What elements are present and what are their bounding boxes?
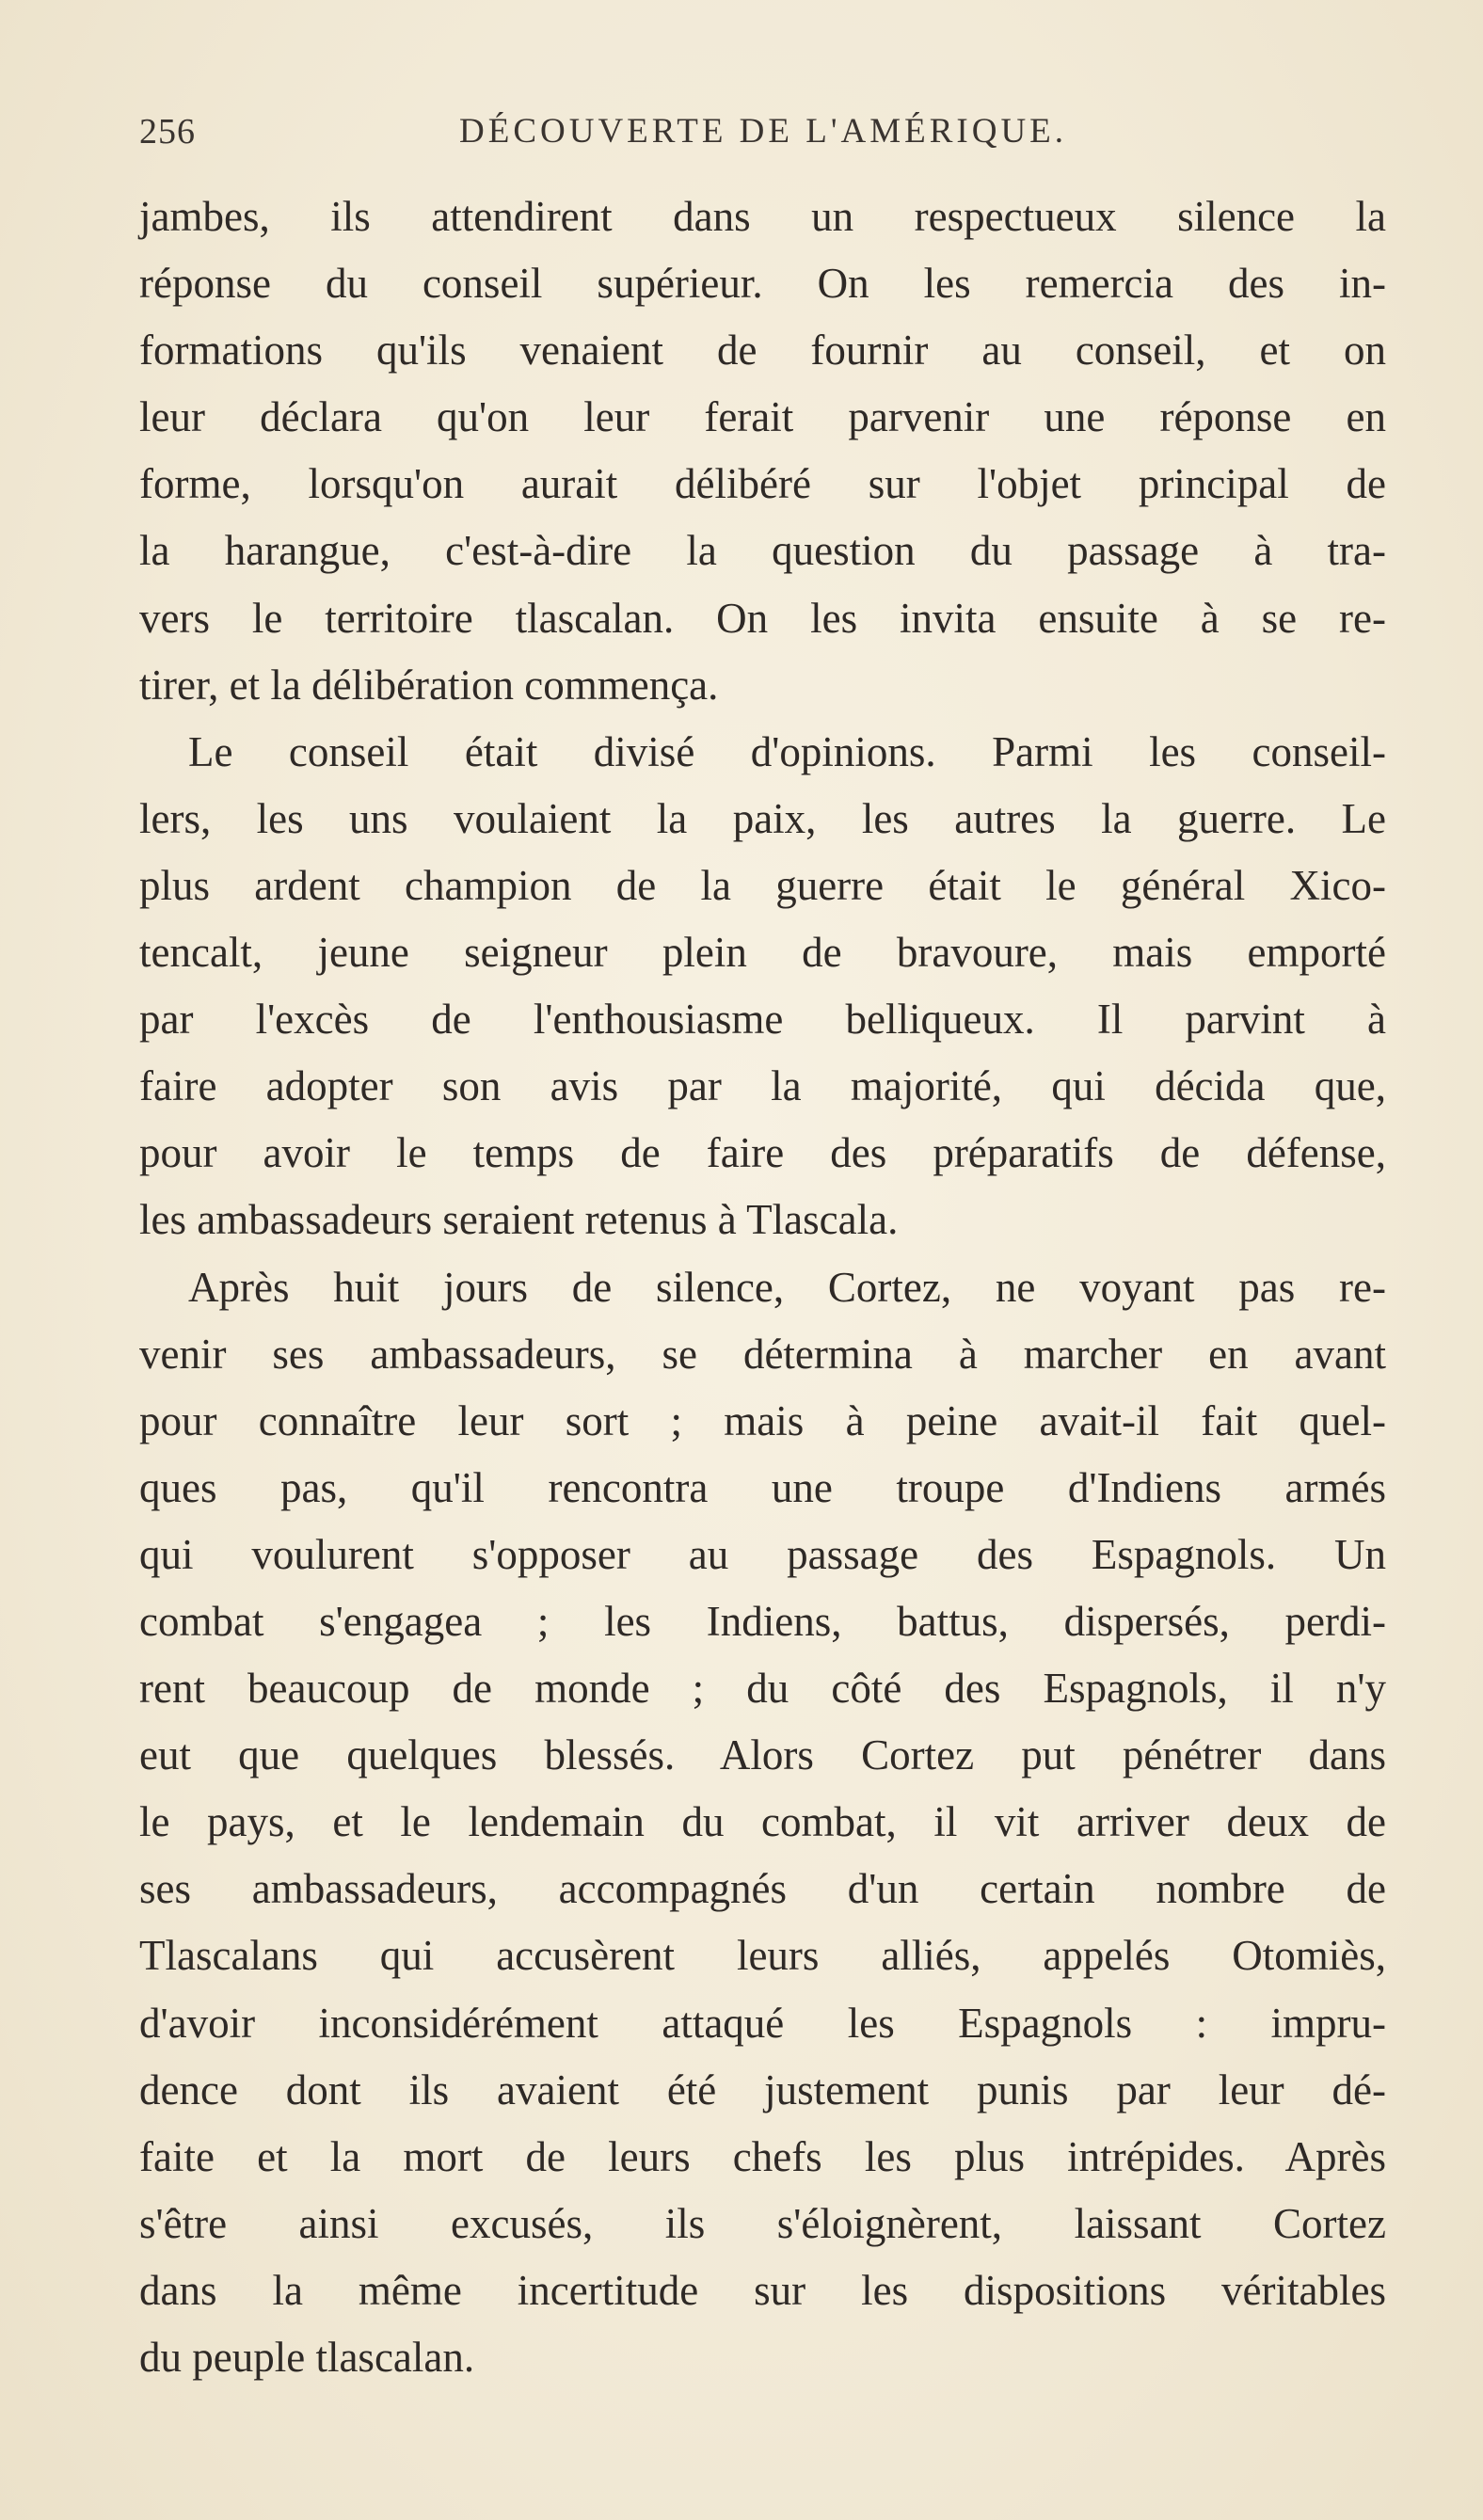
text-line: venir ses ambassadeurs, se détermina à marcher en avant bbox=[139, 1330, 1386, 1378]
running-title: DÉCOUVERTE DE L'AMÉRIQUE. bbox=[459, 112, 1068, 151]
text-line: du peuple tlascalan. bbox=[139, 2334, 475, 2381]
paragraph bbox=[139, 183, 1386, 719]
body-text bbox=[139, 183, 1386, 2391]
text-line: leur déclara qu'on leur ferait parvenir une réponse en bbox=[139, 393, 1386, 441]
text-line: rent beaucoup de monde ; du côté des Espagnols, il n'y bbox=[139, 1665, 1386, 1713]
text-line: vers le territoire tlascalan. On les invita ensuite à se re- bbox=[139, 594, 1386, 642]
text-line: qui voulurent s'opposer au passage des Espagnols. Un bbox=[139, 1530, 1386, 1578]
text-line: faire adopter son avis par la majorité, qui décida que, bbox=[139, 1062, 1386, 1110]
text-line: jambes, ils attendirent dans un respectueux silence la bbox=[139, 193, 1386, 240]
text-line: réponse du conseil supérieur. On les remercia des in- bbox=[139, 260, 1386, 308]
text-line: eut que quelques blessés. Alors Cortez put pénétrer dans bbox=[139, 1731, 1386, 1779]
text-line: faite et la mort de leurs chefs les plus intrépides. Après bbox=[139, 2132, 1386, 2180]
text-line: d'avoir inconsidérément attaqué les Espagnols : impru- bbox=[139, 1999, 1386, 2047]
text-line: s'être ainsi excusés, ils s'éloignèrent, laissant Cortez bbox=[139, 2199, 1386, 2247]
text-line: dence dont ils avaient été justement punis par leur dé- bbox=[139, 2065, 1386, 2113]
text-line: lers, les uns voulaient la paix, les autres la guerre. Le bbox=[139, 794, 1386, 842]
text-line: Tlascalans qui accusèrent leurs alliés, appelés Otomiès, bbox=[139, 1932, 1386, 1980]
text-line: tencalt, jeune seigneur plein de bravoure, mais emporté bbox=[139, 929, 1386, 977]
text-line: ses ambassadeurs, accompagnés d'un certain nombre de bbox=[139, 1865, 1386, 1913]
text-line: ques pas, qu'il rencontra une troupe d'Indiens armés bbox=[139, 1463, 1386, 1511]
text-line: tirer, et la délibération commença. bbox=[139, 661, 719, 709]
paragraph bbox=[139, 1254, 1386, 2392]
text-line: forme, lorsqu'on aurait délibéré sur l'objet principal de bbox=[139, 460, 1386, 508]
page-number: 256 bbox=[139, 112, 196, 152]
text-line: le pays, et le lendemain du combat, il vit arriver deux de bbox=[139, 1798, 1386, 1846]
text-line: par l'excès de l'enthousiasme belliqueux. Il parvint à bbox=[139, 996, 1386, 1044]
text-line: Après huit jours de silence, Cortez, ne voyant pas re- bbox=[188, 1263, 1386, 1311]
text-line: pour connaître leur sort ; mais à peine avait-il fait quel- bbox=[139, 1396, 1386, 1444]
text-line: dans la même incertitude sur les dispositions véritables bbox=[139, 2266, 1386, 2314]
text-line: les ambassadeurs seraient retenus à Tlascala. bbox=[139, 1196, 899, 1244]
text-line: pour avoir le temps de faire des préparatifs de défense, bbox=[139, 1129, 1386, 1177]
text-line: combat s'engagea ; les Indiens, battus, dispersés, perdi- bbox=[139, 1597, 1386, 1645]
text-line: plus ardent champion de la guerre était le général Xico- bbox=[139, 861, 1386, 909]
text-line: formations qu'ils venaient de fournir au conseil, et on bbox=[139, 327, 1386, 375]
paragraph bbox=[139, 719, 1386, 1254]
page-header bbox=[139, 111, 1381, 167]
text-line: Le conseil était divisé d'opinions. Parmi les conseil- bbox=[188, 727, 1386, 775]
text-line: la harangue, c'est-à-dire la question du passage à tra- bbox=[139, 527, 1386, 575]
